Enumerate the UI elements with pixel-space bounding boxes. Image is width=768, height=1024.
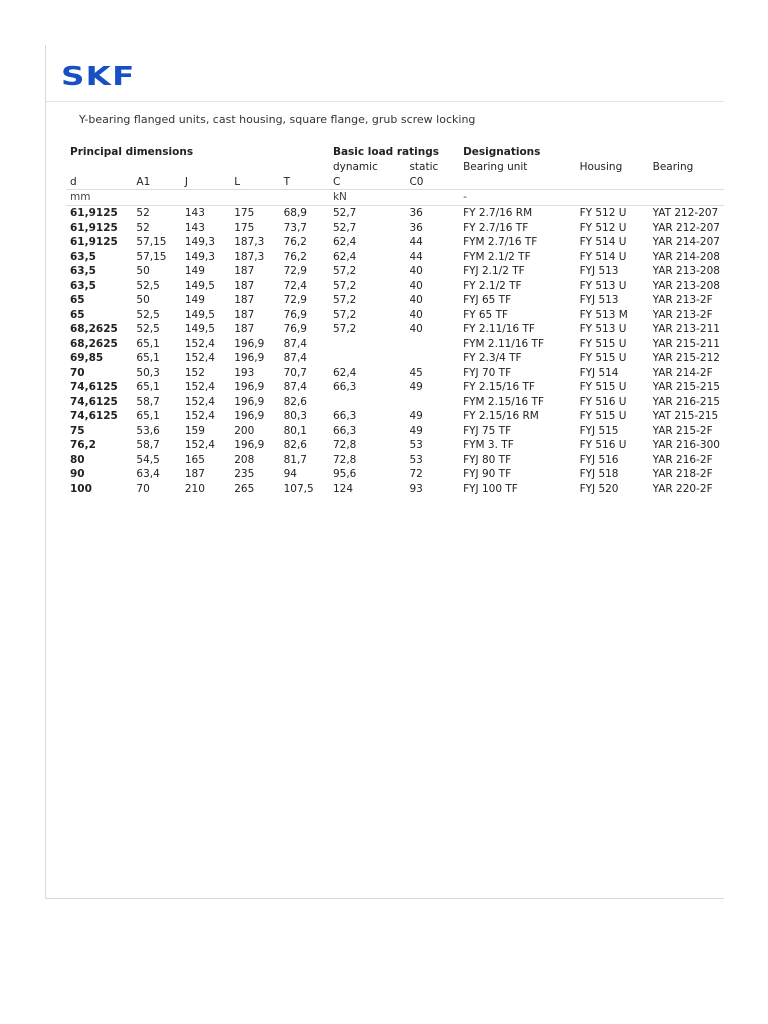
cell-bearing-unit: FYJ 80 TF <box>463 453 512 466</box>
col-header-l: L <box>234 175 241 188</box>
cell-bearing-unit: FY 2.7/16 TF <box>463 221 529 234</box>
cell-c-dynamic: 95,6 <box>332 468 357 480</box>
cell-l: 175 <box>234 221 255 234</box>
cell-j: 149 <box>184 294 205 306</box>
cell-housing: FY 516 U <box>579 395 627 408</box>
sub-header-static: static <box>409 161 439 173</box>
cell-t: 72,4 <box>283 279 307 292</box>
cell-t: 72,9 <box>283 294 307 306</box>
cell-a1: 50 <box>136 265 150 277</box>
cell-a1: 70 <box>136 482 150 495</box>
cell-bearing-unit: FYJ 70 TF <box>463 366 512 379</box>
cell-j: 152,4 <box>184 381 215 393</box>
cell-d: 75 <box>70 424 85 437</box>
sub-header-empty <box>66 160 329 175</box>
cell-bearing-unit: FYM 2.1/2 TF <box>463 250 531 263</box>
cell-t: 73,7 <box>283 221 307 234</box>
cell-c0-static: 49 <box>409 381 423 393</box>
cell-a1: 54,5 <box>136 453 160 466</box>
table-row <box>66 380 724 395</box>
cell-d: 61,9125 <box>70 236 118 248</box>
col-header-empty <box>459 175 724 190</box>
cell-d: 80 <box>70 453 85 466</box>
cell-a1: 63,4 <box>136 468 160 480</box>
cell-c-dynamic: 72,8 <box>332 439 357 451</box>
cell-c-dynamic: 52,7 <box>329 206 405 221</box>
bearing-table <box>66 144 724 496</box>
cell-a1: 50,3 <box>136 366 160 379</box>
cell-l: 187 <box>234 323 255 335</box>
cell-c-dynamic: 57,2 <box>332 279 357 292</box>
cell-c0-static: 40 <box>409 294 423 306</box>
cell-t: 87,4 <box>283 381 307 393</box>
cell-c-dynamic <box>329 351 405 366</box>
unit-dash: - <box>459 190 724 206</box>
cell-bearing: YAR 214-207 <box>652 236 720 248</box>
cell-bearing: YAR 214-208 <box>652 250 720 263</box>
cell-t: 70,7 <box>283 366 307 379</box>
cell-bearing: YAR 215-215 <box>652 381 720 393</box>
cell-t: 82,6 <box>283 439 307 451</box>
cell-c-dynamic <box>329 395 405 410</box>
cell-bearing-unit: FYM 2.11/16 TF <box>463 337 544 350</box>
cell-c0-static: 44 <box>409 236 423 248</box>
cell-j: 149,3 <box>184 236 215 248</box>
cell-c0-static: 40 <box>409 308 423 321</box>
table-row <box>66 467 724 482</box>
table-row <box>66 438 724 453</box>
cell-bearing: YAR 216-2F <box>652 453 713 466</box>
cell-housing: FYJ 513 <box>579 294 619 306</box>
table-row <box>66 322 724 337</box>
cell-j: 152,4 <box>184 337 215 350</box>
table-row <box>66 221 724 236</box>
table-row <box>66 337 724 352</box>
cell-bearing: YAR 214-2F <box>652 366 713 379</box>
cell-a1: 52,5 <box>136 279 160 292</box>
cell-housing: FY 516 U <box>579 439 627 451</box>
cell-bearing: YAR 212-207 <box>652 221 720 234</box>
cell-l: 200 <box>234 424 255 437</box>
cell-t: 68,9 <box>280 206 329 221</box>
cell-housing: FY 514 U <box>579 250 627 263</box>
cell-j: 165 <box>184 453 205 466</box>
cell-a1: 52,5 <box>136 308 160 321</box>
cell-l: 187 <box>234 294 255 306</box>
skf-logo: SKF <box>61 62 136 92</box>
cell-housing: FY 514 U <box>579 236 627 248</box>
cell-housing: FYJ 514 <box>579 366 619 379</box>
group-basic-load-ratings: Basic load ratings <box>332 146 439 158</box>
cell-bearing-unit: FYM 2.15/16 TF <box>463 395 544 408</box>
header-divider <box>46 101 724 102</box>
cell-housing: FYJ 520 <box>579 482 619 495</box>
cell-bearing-unit: FYJ 75 TF <box>463 424 512 437</box>
cell-bearing: YAR 213-211 <box>652 323 720 335</box>
unit-row <box>66 190 724 206</box>
cell-housing: FYJ 513 <box>579 265 619 277</box>
col-header-j: J <box>184 175 188 188</box>
cell-c0-static: 49 <box>409 410 423 422</box>
cell-c0-static <box>405 337 459 352</box>
cell-c-dynamic: 66,3 <box>332 410 357 422</box>
cell-j: 210 <box>184 482 205 495</box>
cell-d: 100 <box>70 482 92 495</box>
cell-l: 208 <box>234 453 255 466</box>
cell-housing: FY 515 U <box>579 337 627 350</box>
cell-bearing: YAR 216-300 <box>652 439 720 451</box>
cell-a1: 58,7 <box>136 439 160 451</box>
sub-header-housing: Housing <box>579 161 623 173</box>
cell-a1: 65,1 <box>136 337 160 350</box>
cell-bearing-unit: FY 65 TF <box>463 308 509 321</box>
cell-housing: FY 512 U <box>576 206 649 221</box>
cell-l: 196,9 <box>234 439 265 451</box>
col-header-c0: C0 <box>409 175 424 188</box>
cell-j: 152,4 <box>184 395 215 408</box>
cell-housing: FY 515 U <box>579 410 627 422</box>
cell-c-dynamic: 62,4 <box>332 250 357 263</box>
cell-t: 87,4 <box>283 352 307 364</box>
cell-t: 72,9 <box>283 265 307 277</box>
cell-t: 76,9 <box>283 323 307 335</box>
cell-c-dynamic: 57,2 <box>332 308 357 321</box>
column-header-row <box>66 175 724 190</box>
cell-bearing: YAR 215-2F <box>652 424 713 437</box>
cell-bearing: YAR 215-211 <box>652 337 720 350</box>
group-header-row <box>66 144 724 160</box>
table-row <box>66 366 724 381</box>
cell-d: 68,2625 <box>70 323 118 335</box>
cell-housing: FYJ 518 <box>579 468 619 480</box>
sub-header-row <box>66 160 724 175</box>
cell-j: 152,4 <box>184 352 215 364</box>
cell-c-dynamic: 52,7 <box>332 221 357 234</box>
cell-c0-static <box>405 351 459 366</box>
cell-c0-static: 44 <box>409 250 423 263</box>
cell-j: 149,5 <box>184 323 215 335</box>
cell-l: 196,9 <box>234 410 265 422</box>
cell-a1: 65,1 <box>136 410 160 422</box>
cell-t: 107,5 <box>283 482 314 495</box>
cell-j: 152,4 <box>184 439 215 451</box>
cell-c-dynamic: 66,3 <box>332 381 357 393</box>
cell-l: 187 <box>234 279 255 292</box>
cell-d: 65 <box>70 308 85 321</box>
cell-c-dynamic: 57,2 <box>332 294 357 306</box>
cell-c-dynamic: 66,3 <box>332 424 357 437</box>
cell-housing: FY 513 U <box>579 279 627 292</box>
cell-c0-static: 72 <box>409 468 423 480</box>
table-row <box>66 279 724 294</box>
cell-housing: FY 513 U <box>579 323 627 335</box>
cell-j: 149,5 <box>184 279 215 292</box>
cell-d: 63,5 <box>70 279 96 292</box>
cell-bearing-unit: FYM 3. TF <box>463 439 514 451</box>
cell-a1: 52 <box>132 206 180 221</box>
cell-j: 187 <box>184 468 205 480</box>
cell-j: 143 <box>181 206 230 221</box>
col-header-t: T <box>283 175 291 188</box>
cell-a1: 65,1 <box>136 352 160 364</box>
cell-c0-static: 49 <box>409 424 423 437</box>
document-frame <box>45 45 724 899</box>
cell-d: 61,9125 <box>70 221 118 234</box>
cell-a1: 52,5 <box>136 323 160 335</box>
cell-bearing: YAR 216-215 <box>652 395 720 408</box>
cell-d: 63,5 <box>70 265 96 277</box>
cell-t: 76,9 <box>283 308 307 321</box>
cell-c0-static: 53 <box>409 453 423 466</box>
cell-bearing-unit: FY 2.1/2 TF <box>463 279 522 292</box>
cell-t: 82,6 <box>283 395 307 408</box>
cell-bearing-unit: FYJ 65 TF <box>463 294 512 306</box>
table-row <box>66 424 724 439</box>
cell-t: 81,7 <box>283 453 307 466</box>
cell-d: 74,6125 <box>70 395 118 408</box>
cell-a1: 58,7 <box>136 395 160 408</box>
cell-d: 69,85 <box>70 352 104 364</box>
cell-j: 152 <box>184 366 205 379</box>
table-row <box>66 293 724 308</box>
cell-l: 196,9 <box>234 352 265 364</box>
cell-a1: 57,15 <box>136 236 167 248</box>
cell-c0-static <box>405 395 459 410</box>
table-row <box>66 482 724 497</box>
cell-c-dynamic: 62,4 <box>332 366 357 379</box>
unit-mm: mm <box>66 190 329 206</box>
cell-d: 70 <box>70 366 85 379</box>
cell-c0-static: 40 <box>409 323 423 335</box>
cell-bearing-unit: FYJ 90 TF <box>463 468 512 480</box>
cell-t: 76,2 <box>283 250 307 263</box>
table-row <box>66 250 724 265</box>
cell-bearing-unit: FY 2.11/16 TF <box>463 323 535 335</box>
cell-j: 149 <box>184 265 205 277</box>
sub-header-bearing-unit: Bearing unit <box>463 161 528 173</box>
cell-l: 193 <box>234 366 255 379</box>
cell-c0-static: 36 <box>409 221 423 234</box>
cell-d: 74,6125 <box>70 381 118 393</box>
cell-t: 76,2 <box>283 236 307 248</box>
sub-header-bearing: Bearing <box>652 161 694 173</box>
sub-header-dynamic: dynamic <box>332 161 378 173</box>
cell-c0-static: 36 <box>405 206 459 221</box>
group-principal-dimensions: Principal dimensions <box>70 146 194 158</box>
cell-j: 152,4 <box>184 410 215 422</box>
cell-bearing-unit: FYJ 100 TF <box>463 482 518 495</box>
cell-bearing-unit: FYJ 2.1/2 TF <box>463 265 525 277</box>
cell-housing: FY 515 U <box>579 352 627 364</box>
cell-a1: 57,15 <box>136 250 167 263</box>
cell-l: 187,3 <box>234 236 265 248</box>
cell-j: 149,3 <box>184 250 215 263</box>
cell-l: 265 <box>234 482 255 495</box>
cell-t: 94 <box>283 468 297 480</box>
cell-l: 187,3 <box>234 250 265 263</box>
cell-a1: 50 <box>136 294 150 306</box>
page-subtitle: Y-bearing flanged units, cast housing, square flange, grub screw locking <box>79 113 476 126</box>
col-header-c: C <box>332 175 341 188</box>
cell-l: 187 <box>234 265 255 277</box>
cell-c-dynamic: 57,2 <box>332 323 357 335</box>
cell-bearing: YAR 213-208 <box>652 265 720 277</box>
col-header-d: d <box>70 175 77 188</box>
cell-c0-static: 45 <box>409 366 423 379</box>
cell-l: 175 <box>230 206 279 221</box>
cell-c0-static: 40 <box>409 265 423 277</box>
cell-bearing-unit: FY 2.7/16 RM <box>459 206 575 221</box>
table-row <box>66 395 724 410</box>
cell-c-dynamic: 62,4 <box>332 236 357 248</box>
cell-housing: FYJ 516 <box>579 453 619 466</box>
cell-housing: FY 515 U <box>579 381 627 393</box>
table-row <box>66 351 724 366</box>
cell-l: 196,9 <box>234 337 265 350</box>
table-row <box>66 308 724 323</box>
table-row <box>66 206 724 221</box>
cell-l: 196,9 <box>234 381 265 393</box>
cell-housing: FYJ 515 <box>579 424 619 437</box>
cell-d: 76,2 <box>70 439 96 451</box>
cell-j: 143 <box>184 221 205 234</box>
cell-c-dynamic: 57,2 <box>332 265 357 277</box>
cell-bearing: YAR 213-2F <box>652 308 713 321</box>
table-row <box>66 235 724 250</box>
cell-c0-static: 40 <box>409 279 423 292</box>
cell-t: 80,3 <box>283 410 307 422</box>
cell-a1: 52 <box>136 221 150 234</box>
cell-bearing-unit: FY 2.3/4 TF <box>463 352 522 364</box>
cell-bearing-unit: FY 2.15/16 RM <box>463 410 539 422</box>
cell-l: 235 <box>234 468 255 480</box>
cell-c-dynamic: 124 <box>332 482 354 495</box>
cell-c-dynamic: 72,8 <box>332 453 357 466</box>
cell-d: 63,5 <box>70 250 96 263</box>
cell-bearing: YAR 213-208 <box>652 279 720 292</box>
cell-bearing: YAT 212-207 <box>649 206 724 221</box>
col-header-a1: A1 <box>136 175 151 188</box>
cell-c0-static: 93 <box>409 482 423 495</box>
cell-j: 159 <box>184 424 205 437</box>
table-row <box>66 264 724 279</box>
cell-bearing: YAT 215-215 <box>652 410 719 422</box>
cell-housing: FY 513 M <box>579 308 628 321</box>
cell-t: 87,4 <box>283 337 307 350</box>
cell-bearing: YAR 220-2F <box>652 482 713 495</box>
group-designations: Designations <box>463 146 541 158</box>
cell-bearing: YAR 218-2F <box>652 468 713 480</box>
cell-a1: 53,6 <box>136 424 160 437</box>
cell-c-dynamic <box>329 337 405 352</box>
cell-t: 80,1 <box>283 424 307 437</box>
cell-bearing-unit: FY 2.15/16 TF <box>463 381 535 393</box>
cell-d: 65 <box>70 294 85 306</box>
cell-c0-static: 53 <box>409 439 423 451</box>
cell-d: 68,2625 <box>70 337 118 350</box>
cell-bearing: YAR 215-212 <box>652 352 720 364</box>
cell-j: 149,5 <box>184 308 215 321</box>
cell-l: 187 <box>234 308 255 321</box>
unit-kn: kN <box>329 190 459 206</box>
cell-housing: FY 512 U <box>579 221 627 234</box>
table-row <box>66 409 724 424</box>
cell-d: 61,9125 <box>66 206 132 221</box>
cell-a1: 65,1 <box>136 381 160 393</box>
cell-bearing-unit: FYM 2.7/16 TF <box>463 236 538 248</box>
cell-l: 196,9 <box>234 395 265 408</box>
cell-bearing: YAR 213-2F <box>652 294 713 306</box>
table-row <box>66 453 724 468</box>
cell-d: 74,6125 <box>70 410 118 422</box>
cell-d: 90 <box>70 468 85 480</box>
